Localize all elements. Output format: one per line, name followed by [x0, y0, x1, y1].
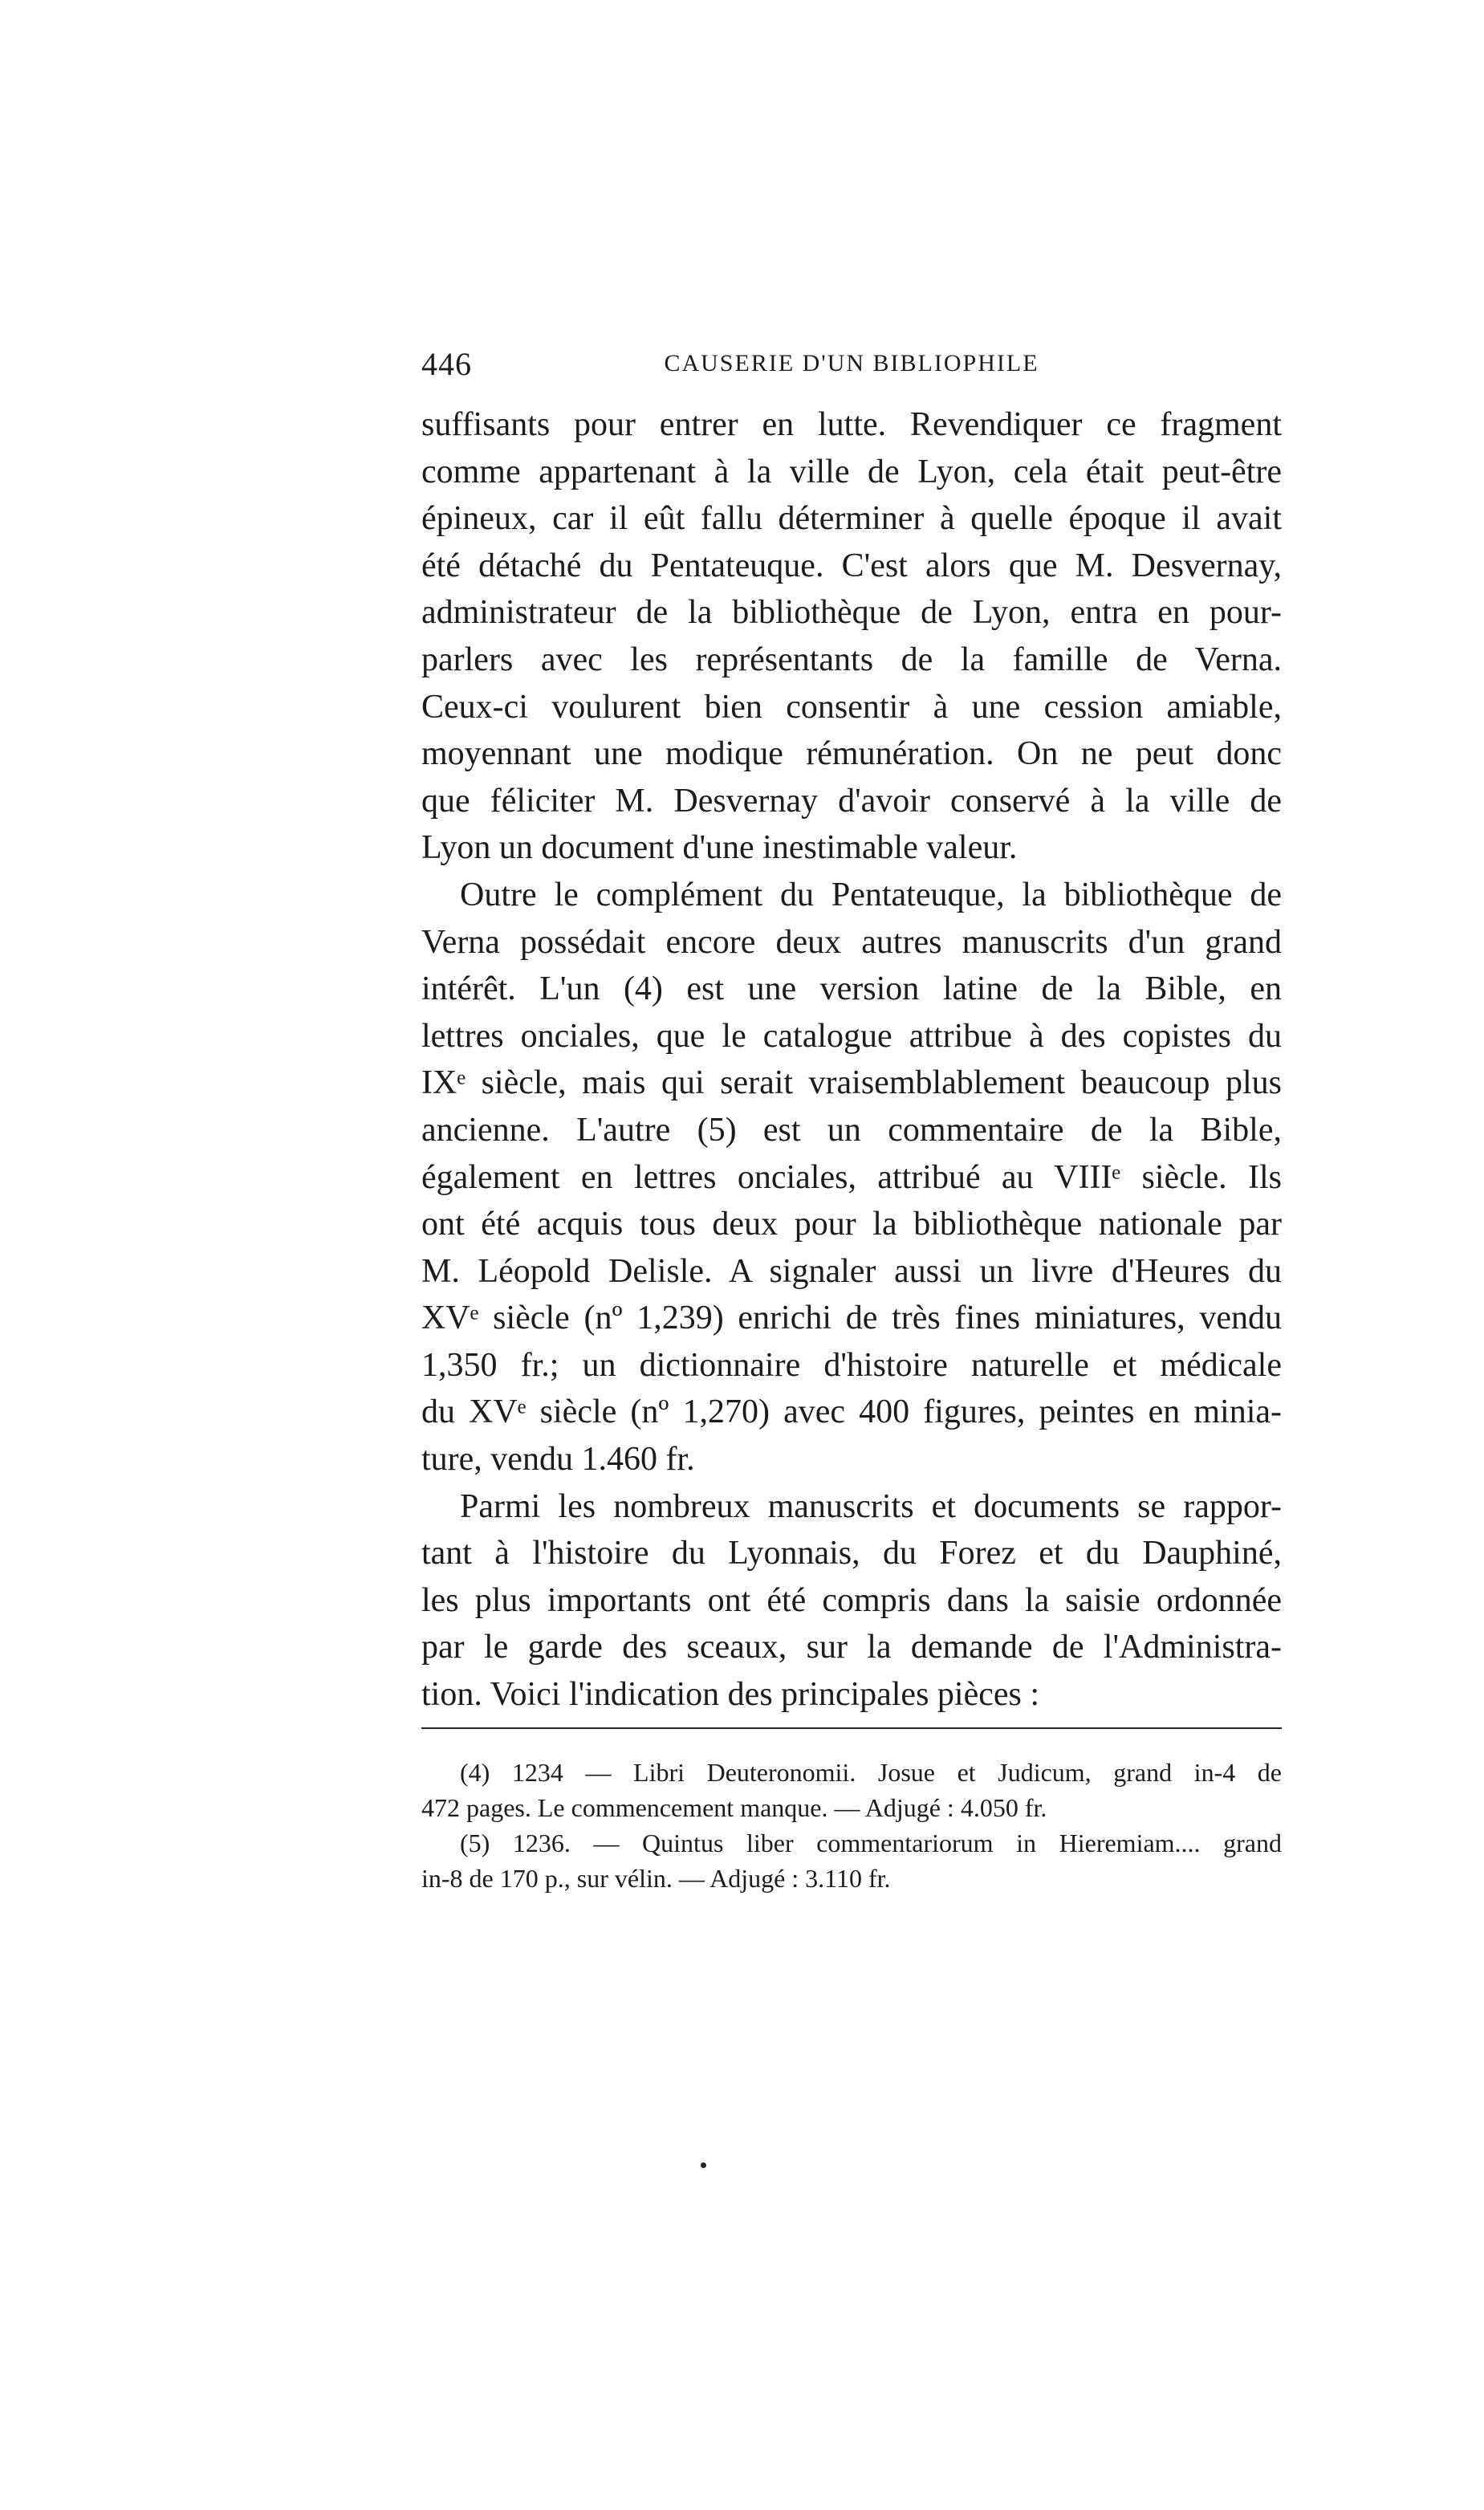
text-line: par le garde des sceaux, sur la demande de l'Administra- — [421, 1629, 1282, 1666]
footnote — [421, 1755, 1282, 1825]
footnote-line: 472 pages. Le commencement manque. — Adjugé : 4.050 fr. — [421, 1793, 1047, 1822]
text-line: tant à l'histoire du Lyonnais, du Forez et du Dauphiné, — [421, 1535, 1282, 1572]
text-line: moyennant une modique rémunération. On ne peut donc — [421, 735, 1282, 773]
text-line: lettres onciales, que le catalogue attribue à des copistes du — [421, 1017, 1282, 1055]
text-line: XVᵉ siècle (nº 1,239) enrichi de très fines miniatures, vendu — [421, 1300, 1282, 1337]
text-line: ancienne. L'autre (5) est un commentaire de la Bible, — [421, 1111, 1282, 1149]
footnote-line: in-8 de 170 p., sur vélin. — Adjugé : 3.110 fr. — [421, 1864, 891, 1893]
text-line: épineux, car il eût fallu déterminer à quelle époque il avait — [421, 500, 1282, 538]
text-line: également en lettres onciales, attribué au VIIIᵉ siècle. Ils — [421, 1158, 1282, 1196]
text-line: Verna possédait encore deux autres manuscrits d'un grand — [421, 923, 1282, 961]
footnote-line: (4) 1234 — Libri Deuteronomii. Josue et Judicum, grand in-4 de — [460, 1758, 1282, 1787]
text-line: les plus importants ont été compris dans la saisie ordonnée — [421, 1581, 1282, 1619]
text-line: parlers avec les représentants de la famille de Verna. — [421, 641, 1282, 678]
text-line: Outre le complément du Pentateuque, la bibliothèque de — [460, 876, 1282, 913]
text-line: M. Léopold Delisle. A signaler aussi un livre d'Heures du — [421, 1252, 1282, 1290]
text-line: intérêt. L'un (4) est une version latine de la Bible, en — [421, 970, 1282, 1008]
text-line: IXᵉ siècle, mais qui serait vraisemblablement beaucoup plus — [421, 1064, 1282, 1102]
text-line: tion. Voici l'indication des principales pièces : — [421, 1676, 1040, 1714]
text-line: du XVᵉ siècle (nº 1,270) avec 400 figures, peintes en minia- — [421, 1393, 1282, 1431]
footnote — [421, 1825, 1282, 1896]
text-line: administrateur de la bibliothèque de Lyon, entra en pour- — [421, 594, 1282, 632]
body-text — [421, 401, 1282, 1719]
text-line: ont été acquis tous deux pour la bibliothèque nationale par — [421, 1206, 1282, 1243]
footnotes — [421, 1755, 1282, 1896]
running-title: CAUSERIE D'UN BIBLIOPHILE — [664, 350, 1039, 376]
text-line: suffisants pour entrer en lutte. Revendiquer ce fragment — [421, 406, 1282, 443]
footnote-separator — [421, 1727, 1282, 1729]
paragraph — [421, 1483, 1282, 1719]
text-line: comme appartenant à la ville de Lyon, cela était peut-être — [421, 453, 1282, 490]
text-line: 1,350 fr.; un dictionnaire d'histoire naturelle et médicale — [421, 1346, 1282, 1384]
page-number: 446 — [421, 346, 472, 382]
paragraph — [421, 401, 1282, 872]
ink-speck — [701, 2162, 706, 2168]
paragraph — [421, 872, 1282, 1483]
text-line: Ceux-ci voulurent bien consentir à une cession amiable, — [421, 688, 1282, 726]
text-line: que féliciter M. Desvernay d'avoir conservé à la ville de — [421, 782, 1282, 820]
text-line: Lyon un document d'une inestimable valeur. — [421, 829, 1018, 867]
page-header — [421, 345, 1282, 393]
text-line: été détaché du Pentateuque. C'est alors que M. Desvernay, — [421, 547, 1282, 584]
footnote-line: (5) 1236. — Quintus liber commentariorum in Hieremiam.... grand — [460, 1829, 1282, 1857]
text-line: ture, vendu 1.460 fr. — [421, 1441, 695, 1479]
text-line: Parmi les nombreux manuscrits et documents se rappor- — [460, 1487, 1282, 1525]
